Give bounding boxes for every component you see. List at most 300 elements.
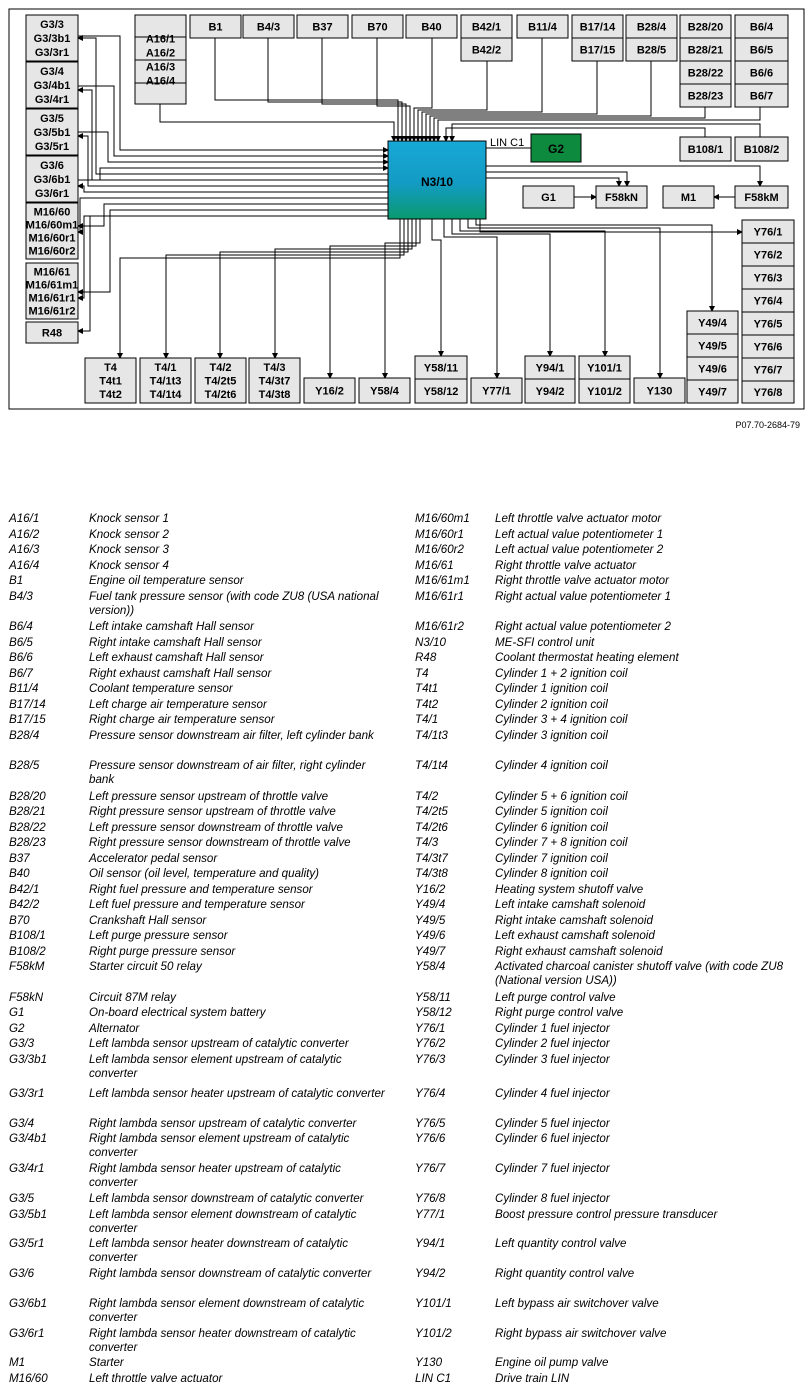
box-m1660-line-3: M16/60r2 — [28, 245, 76, 258]
box-b1081 — [680, 137, 731, 161]
legend-code: B28/5 — [9, 759, 40, 772]
legend-code: T4/2 — [415, 789, 439, 803]
box-f58km — [735, 186, 788, 208]
legend-description: Engine oil pump valve — [495, 1356, 609, 1369]
legend-code: T4t2 — [415, 697, 439, 711]
box-b2822-line-0: B28/22 — [687, 67, 724, 80]
legend-description: Left purge control valve — [495, 990, 616, 1004]
box-b1714-line-0: B17/14 — [579, 21, 616, 34]
box-b1081-line-0: B108/1 — [687, 144, 724, 156]
box-b65-line-0: B6/5 — [749, 44, 774, 57]
legend-description: Left lambda sensor element upstream of catalytic converter — [89, 1052, 342, 1080]
box-t4 — [85, 358, 136, 403]
legend-code: LIN C1 — [415, 1371, 452, 1385]
box-g33-line-1: G3/3b1 — [33, 33, 71, 45]
box-y764 — [742, 289, 794, 312]
box-m1661-line-0: M16/61 — [33, 266, 71, 279]
legend-description: Cylinder 3 fuel injector — [495, 1052, 610, 1066]
box-g34 — [26, 62, 78, 108]
legend-description: On-board electrical system battery — [89, 1006, 266, 1019]
box-g34-line-0: G3/4 — [40, 66, 64, 78]
control-unit-label: N3/10 — [420, 175, 454, 189]
legend-description: Right throttle valve actuator — [495, 558, 637, 572]
legend-description: Left lambda sensor heater upstream of catalytic converter — [89, 1087, 385, 1100]
legend-description: Right pressure sensor downstream of throttle valve — [89, 836, 351, 849]
box-b70-line-0: B70 — [367, 21, 388, 34]
box-g36 — [26, 156, 78, 202]
box-b65 — [735, 38, 788, 61]
box-g35 — [26, 109, 78, 155]
box-g33 — [26, 15, 78, 61]
legend-description: Left pressure sensor upstream of throttle valve — [89, 789, 329, 803]
legend-description: Knock sensor 4 — [89, 558, 169, 572]
legend-code: R48 — [415, 651, 437, 664]
box-b285 — [626, 38, 677, 61]
box-f58km-line-0: F58kM — [744, 192, 779, 204]
box-b2822 — [680, 61, 731, 84]
box-b67-line-0: B6/7 — [749, 90, 774, 103]
box-y497 — [687, 380, 738, 403]
box-y761 — [742, 220, 794, 243]
box-y1011 — [579, 356, 630, 379]
legend-description: Left charge air temperature sensor — [89, 697, 267, 711]
legend-description: Alternator — [89, 1021, 140, 1035]
box-b2821-line-0: B28/21 — [687, 44, 724, 57]
legend-description: Knock sensor 3 — [89, 543, 169, 556]
box-a16-line-1: A16/2 — [145, 47, 176, 60]
legend-code: T4/1t3 — [415, 728, 448, 742]
box-y763 — [742, 266, 794, 289]
legend-description: Activated charcoal canister shutoff valve (with code ZU8 (National version USA)) — [495, 960, 784, 987]
box-y761-line-0: Y76/1 — [753, 226, 783, 239]
box-b43-line-0: B4/3 — [256, 21, 281, 34]
box-g35-line-0: G3/5 — [40, 113, 64, 125]
legend-code: B17/14 — [9, 697, 46, 711]
box-m1660 — [26, 203, 79, 259]
legend-code: Y76/3 — [415, 1052, 446, 1066]
legend-description: Starter — [89, 1356, 124, 1369]
box-y763-line-0: Y76/3 — [753, 272, 783, 285]
box-y1011-line-0: Y101/1 — [587, 362, 622, 375]
legend-description: Left bypass air switchover valve — [495, 1297, 659, 1310]
box-b285-line-0: B28/5 — [636, 44, 667, 57]
legend-code: T4 — [415, 666, 429, 680]
legend-code: M16/61 — [415, 558, 454, 572]
legend-description: Cylinder 4 fuel injector — [495, 1087, 610, 1100]
box-b64-line-0: B6/4 — [749, 21, 774, 34]
box-b1715-line-0: B17/15 — [579, 44, 616, 57]
alternator-label: G2 — [547, 142, 565, 156]
box-t41 — [140, 358, 191, 403]
legend-code: G3/5b1 — [9, 1207, 48, 1221]
box-t43-line-0: T4/3 — [263, 361, 286, 374]
legend-description: Left exhaust camshaft Hall sensor — [89, 651, 264, 664]
box-b284-line-0: B28/4 — [636, 21, 667, 34]
legend-description: Left lambda sensor downstream of catalytic converter — [89, 1192, 364, 1205]
legend-code: Y76/8 — [415, 1192, 446, 1205]
legend-description: Right bypass air switchover valve — [495, 1326, 667, 1340]
box-g33-line-0: G3/3 — [40, 19, 64, 31]
legend-code: B17/15 — [9, 713, 46, 726]
box-y762 — [742, 243, 794, 266]
box-y941 — [525, 356, 575, 379]
box-g1 — [523, 186, 574, 208]
legend-code: M16/61r1 — [415, 589, 464, 603]
legend-code: B37 — [9, 851, 30, 865]
box-b37 — [297, 15, 348, 38]
box-a16-line-3: A16/4 — [145, 75, 176, 88]
legend-description: Starter circuit 50 relay — [89, 960, 202, 973]
legend-description: Heating system shutoff valve — [495, 882, 644, 896]
box-b2820 — [680, 15, 731, 38]
legend-code: Y94/2 — [415, 1266, 446, 1280]
legend-description: Left actual value potentiometer 2 — [495, 543, 664, 556]
legend-code: M16/60r1 — [415, 527, 464, 541]
legend-code: Y49/5 — [415, 913, 446, 927]
legend-code: A16/4 — [9, 558, 40, 572]
box-b43 — [243, 15, 294, 38]
box-y942 — [525, 379, 575, 403]
legend-description: Right lambda sensor element upstream of catalytic converter — [89, 1132, 350, 1159]
legend-description: Right lambda sensor heater downstream of catalytic converter — [89, 1326, 356, 1354]
legend-code: G3/4b1 — [9, 1132, 48, 1145]
legend-code: B108/1 — [9, 929, 46, 942]
legend-code: Y76/4 — [415, 1087, 446, 1100]
box-m1 — [663, 186, 714, 208]
box-f58kn-line-0: F58kN — [604, 192, 639, 204]
legend-code: T4/3t8 — [415, 867, 448, 880]
box-m1661 — [26, 263, 79, 319]
legend-description: Drive train LIN — [495, 1371, 570, 1385]
legend-description: Cylinder 1 ignition coil — [495, 682, 608, 695]
legend-code: T4/1t4 — [415, 759, 448, 772]
legend-code: B6/4 — [9, 620, 33, 633]
legend-description: Right exhaust camshaft Hall sensor — [89, 666, 272, 680]
figure-reference: P07.70-2684-79 — [735, 420, 800, 430]
box-g36-line-0: G3/6 — [40, 160, 64, 172]
box-g34-line-2: G3/4r1 — [34, 94, 70, 106]
lin-c1-label: LIN C1 — [490, 137, 525, 149]
legend-description: Left actual value potentiometer 1 — [495, 527, 664, 541]
legend-description: Right purge pressure sensor — [89, 944, 236, 958]
legend-description: Right fuel pressure and temperature sensor — [89, 882, 313, 896]
legend-code: G3/3b1 — [9, 1052, 48, 1066]
box-m1661-line-1: M16/61m1 — [25, 279, 79, 292]
legend-description: Coolant temperature sensor — [89, 682, 233, 695]
legend-description: Cylinder 6 ignition coil — [495, 820, 608, 834]
box-g35-line-2: G3/5r1 — [34, 141, 70, 153]
legend-code: Y101/2 — [415, 1326, 452, 1340]
legend-description: Right lambda sensor downstream of catalytic converter — [89, 1266, 372, 1280]
box-t41-line-0: T4/1 — [154, 361, 177, 374]
box-b1082-line-0: B108/2 — [743, 144, 780, 156]
box-g1-line-0: G1 — [541, 192, 556, 204]
legend-description: Accelerator pedal sensor — [89, 851, 218, 865]
legend-code: G3/4r1 — [9, 1161, 45, 1175]
box-g36-line-1: G3/6b1 — [33, 174, 71, 186]
legend-description: Left quantity control valve — [495, 1237, 627, 1250]
box-b1715 — [572, 38, 623, 61]
legend-code: F58kM — [9, 960, 45, 973]
legend-description: Crankshaft Hall sensor — [89, 913, 207, 927]
legend-code: B28/20 — [9, 789, 46, 803]
legend-code: B1 — [9, 574, 24, 587]
legend-code: B28/22 — [9, 820, 46, 834]
legend-description: Fuel tank pressure sensor (with code ZU8 (USA national version)) — [89, 589, 379, 617]
box-y765-line-0: Y76/5 — [753, 318, 783, 331]
box-y584 — [359, 378, 410, 403]
box-t4-line-1: T4t1 — [99, 375, 122, 388]
legend-code: Y16/2 — [415, 882, 446, 896]
legend-code: T4/3 — [415, 836, 439, 849]
box-y767 — [742, 358, 794, 381]
legend-code: M16/61m1 — [415, 574, 470, 587]
legend-description: ME-SFI control unit — [495, 635, 595, 649]
legend-code: Y58/11 — [415, 990, 451, 1004]
legend-code: B28/21 — [9, 805, 46, 818]
legend-code: Y94/1 — [415, 1237, 446, 1250]
box-y130-line-0: Y130 — [646, 385, 673, 398]
box-r48-line-0: R48 — [41, 327, 63, 340]
box-b67 — [735, 84, 788, 107]
legend-description: Right charge air temperature sensor — [89, 713, 275, 726]
block-diagram — [0, 0, 812, 412]
box-f58kn — [596, 186, 647, 208]
legend-code: B28/4 — [9, 728, 40, 742]
box-m1660-line-2: M16/60r1 — [28, 232, 76, 245]
legend-code: M16/61r2 — [415, 620, 464, 633]
box-y496-line-0: Y49/6 — [698, 363, 727, 376]
box-y497-line-0: Y49/7 — [698, 386, 727, 399]
legend-description: Left lambda sensor element downstream of catalytic converter — [89, 1207, 357, 1235]
legend-description: Right exhaust camshaft solenoid — [495, 944, 663, 958]
box-b114 — [517, 15, 568, 38]
legend-code: Y58/4 — [415, 960, 446, 973]
box-r48 — [26, 322, 78, 343]
box-t4-line-2: T4t2 — [99, 389, 122, 402]
box-y771 — [471, 378, 522, 403]
legend-description: Left throttle valve actuator — [89, 1371, 223, 1385]
legend-description: Right purge control valve — [495, 1006, 624, 1019]
legend-code: Y49/7 — [415, 944, 446, 958]
legend-code: G3/6b1 — [9, 1297, 48, 1310]
box-y495-line-0: Y49/5 — [698, 340, 727, 353]
legend-code: G3/6r1 — [9, 1326, 45, 1340]
box-m1661-line-2: M16/61r1 — [28, 292, 76, 305]
legend-description: Oil sensor (oil level, temperature and quality) — [89, 867, 320, 880]
legend-code: Y130 — [415, 1356, 443, 1369]
box-b66-line-0: B6/6 — [749, 67, 774, 80]
legend-description: Right actual value potentiometer 1 — [495, 589, 671, 603]
box-y766 — [742, 335, 794, 358]
legend-code: T4/1 — [415, 713, 439, 726]
box-b40-line-0: B40 — [421, 21, 442, 34]
box-y5812-line-0: Y58/12 — [423, 386, 459, 398]
legend-code: A16/2 — [9, 527, 40, 541]
box-m1660-line-1: M16/60m1 — [25, 219, 79, 232]
legend-description: Left lambda sensor heater downstream of catalytic converter — [89, 1237, 349, 1264]
legend-description: Left purge pressure sensor — [89, 929, 228, 942]
box-b1 — [190, 15, 241, 38]
box-g36-line-2: G3/6r1 — [34, 188, 70, 200]
legend-code: G1 — [9, 1006, 25, 1019]
box-y771-line-0: Y77/1 — [482, 385, 511, 398]
legend-code: M1 — [9, 1356, 26, 1369]
box-y494 — [687, 311, 738, 334]
legend-code: Y77/1 — [415, 1207, 446, 1221]
box-b421-line-0: B42/1 — [471, 21, 502, 34]
legend-code: A16/3 — [9, 543, 40, 556]
box-y496 — [687, 357, 738, 380]
legend-code: M16/60m1 — [415, 512, 470, 525]
box-y765 — [742, 312, 794, 335]
legend-description: Cylinder 1 + 2 ignition coil — [495, 666, 628, 680]
legend-description: Cylinder 5 ignition coil — [495, 805, 608, 818]
legend-description: Pressure sensor downstream of air filter, right cylinder bank — [89, 759, 366, 786]
box-g35-line-1: G3/5b1 — [33, 127, 71, 139]
box-t43-line-2: T4/3t8 — [258, 389, 291, 402]
legend-code: N3/10 — [415, 635, 446, 649]
box-a16-line-2: A16/3 — [145, 61, 176, 74]
legend-description: Circuit 87M relay — [89, 990, 176, 1004]
legend-description: Knock sensor 1 — [89, 512, 169, 525]
legend-code: Y76/2 — [415, 1037, 446, 1050]
box-a16-line-0: A16/1 — [145, 33, 176, 46]
box-t42 — [195, 358, 246, 403]
box-m1660-line-0: M16/60 — [33, 206, 71, 219]
box-y1012 — [579, 379, 630, 403]
box-y766-line-0: Y76/6 — [753, 341, 783, 354]
box-y162-line-0: Y16/2 — [315, 385, 344, 398]
box-g33-line-2: G3/3r1 — [34, 47, 70, 59]
legend-code: Y58/12 — [415, 1006, 452, 1019]
box-m1661-line-3: M16/61r2 — [28, 305, 76, 318]
legend-description: Right lambda sensor element downstream of catalytic converter — [89, 1297, 365, 1324]
legend-code: B42/1 — [9, 882, 40, 896]
legend-description: Right quantity control valve — [495, 1266, 635, 1280]
legend-code: G3/5r1 — [9, 1237, 45, 1250]
box-b2820-line-0: B28/20 — [687, 21, 724, 34]
box-b284 — [626, 15, 677, 38]
legend-description: Right intake camshaft Hall sensor — [89, 635, 262, 649]
legend-code: G3/3 — [9, 1037, 35, 1050]
legend-description: Cylinder 3 ignition coil — [495, 728, 608, 742]
legend-code: B40 — [9, 867, 30, 880]
legend-description: Right throttle valve actuator motor — [495, 574, 669, 587]
box-t4-line-0: T4 — [104, 361, 117, 374]
legend-description: Right pressure sensor upstream of throttle valve — [89, 805, 336, 818]
box-y942-line-0: Y94/2 — [535, 386, 565, 398]
box-y768-line-0: Y76/8 — [753, 387, 783, 399]
box-t42-line-2: T4/2t6 — [204, 389, 237, 402]
legend-description: Cylinder 8 ignition coil — [495, 867, 608, 880]
legend-code: B4/3 — [9, 589, 33, 603]
box-b421 — [461, 15, 512, 38]
legend-code: G3/5 — [9, 1192, 35, 1205]
legend-description: Right intake camshaft solenoid — [495, 913, 653, 927]
box-y941-line-0: Y94/1 — [535, 362, 565, 375]
legend-code: T4/2t6 — [415, 820, 448, 834]
legend-code: G3/4 — [9, 1116, 35, 1130]
box-y5811-line-0: Y58/11 — [423, 362, 459, 375]
legend-code: Y76/1 — [415, 1021, 446, 1035]
legend-code: B6/7 — [9, 666, 33, 680]
legend-code: B11/4 — [9, 682, 39, 695]
legend-description: Engine oil temperature sensor — [89, 574, 244, 587]
box-b422 — [461, 38, 512, 61]
box-t42-line-1: T4/2t5 — [204, 375, 237, 388]
box-t43-line-1: T4/3t7 — [258, 375, 291, 388]
legend-description: Cylinder 3 + 4 ignition coil — [495, 713, 628, 726]
legend-description: Cylinder 6 fuel injector — [495, 1132, 610, 1145]
legend-description: Left pressure sensor downstream of throttle valve — [89, 820, 343, 834]
legend-description: Right lambda sensor heater upstream of catalytic converter — [89, 1161, 341, 1189]
box-y130 — [634, 378, 685, 403]
legend-code: G3/3r1 — [9, 1087, 45, 1100]
box-y162 — [304, 378, 355, 403]
legend-description: Right actual value potentiometer 2 — [495, 620, 671, 633]
box-t43 — [249, 358, 300, 403]
legend-code: A16/1 — [9, 512, 40, 525]
legend-code: Y49/4 — [415, 898, 446, 911]
legend-code: B6/5 — [9, 635, 33, 649]
legend-description: Cylinder 5 fuel injector — [495, 1116, 610, 1130]
box-b37-line-0: B37 — [312, 21, 333, 34]
legend-description: Cylinder 5 + 6 ignition coil — [495, 789, 628, 803]
box-y5811 — [415, 356, 467, 379]
legend-code: B6/6 — [9, 651, 33, 664]
box-b66 — [735, 61, 788, 84]
legend-description: Left lambda sensor upstream of catalytic converter — [89, 1037, 349, 1050]
legend-description: Cylinder 2 fuel injector — [495, 1037, 610, 1050]
legend-code: G2 — [9, 1021, 25, 1035]
box-b422-line-0: B42/2 — [471, 44, 502, 57]
legend-code: Y76/5 — [415, 1116, 446, 1130]
legend-code: B108/2 — [9, 944, 46, 958]
legend-code: T4/2t5 — [415, 805, 448, 818]
box-b1-line-0: B1 — [208, 21, 223, 34]
box-b1714 — [572, 15, 623, 38]
legend-description: Left intake camshaft solenoid — [495, 898, 646, 911]
box-b2823 — [680, 84, 731, 107]
legend-description: Boost pressure control pressure transducer — [495, 1207, 718, 1221]
box-y5812 — [415, 379, 467, 403]
box-t41-line-1: T4/1t3 — [149, 375, 182, 388]
box-y764-line-0: Y76/4 — [753, 295, 783, 308]
legend-code: T4/3t7 — [415, 851, 448, 865]
box-b2821 — [680, 38, 731, 61]
legend-code: B70 — [9, 913, 30, 927]
box-g34-line-1: G3/4b1 — [33, 80, 71, 92]
legend-description: Cylinder 7 ignition coil — [495, 851, 608, 865]
legend-code: F58kN — [9, 990, 44, 1004]
box-b70 — [352, 15, 403, 38]
box-y767-line-0: Y76/7 — [753, 364, 783, 377]
legend-code: G3/6 — [9, 1266, 35, 1280]
legend-description: Cylinder 4 ignition coil — [495, 759, 608, 772]
box-b2823-line-0: B28/23 — [687, 90, 724, 103]
legend-description: Right lambda sensor upstream of catalytic converter — [89, 1116, 357, 1130]
box-y768 — [742, 381, 794, 403]
legend-description: Cylinder 7 fuel injector — [495, 1161, 610, 1175]
box-b1082 — [735, 137, 788, 161]
box-y494-line-0: Y49/4 — [698, 317, 727, 330]
legend-description: Left exhaust camshaft solenoid — [495, 929, 655, 942]
legend-description: Left intake camshaft Hall sensor — [89, 620, 254, 633]
legend-code: Y76/7 — [415, 1161, 446, 1175]
legend-code: M16/60 — [9, 1371, 48, 1385]
legend-code: B28/23 — [9, 836, 46, 849]
